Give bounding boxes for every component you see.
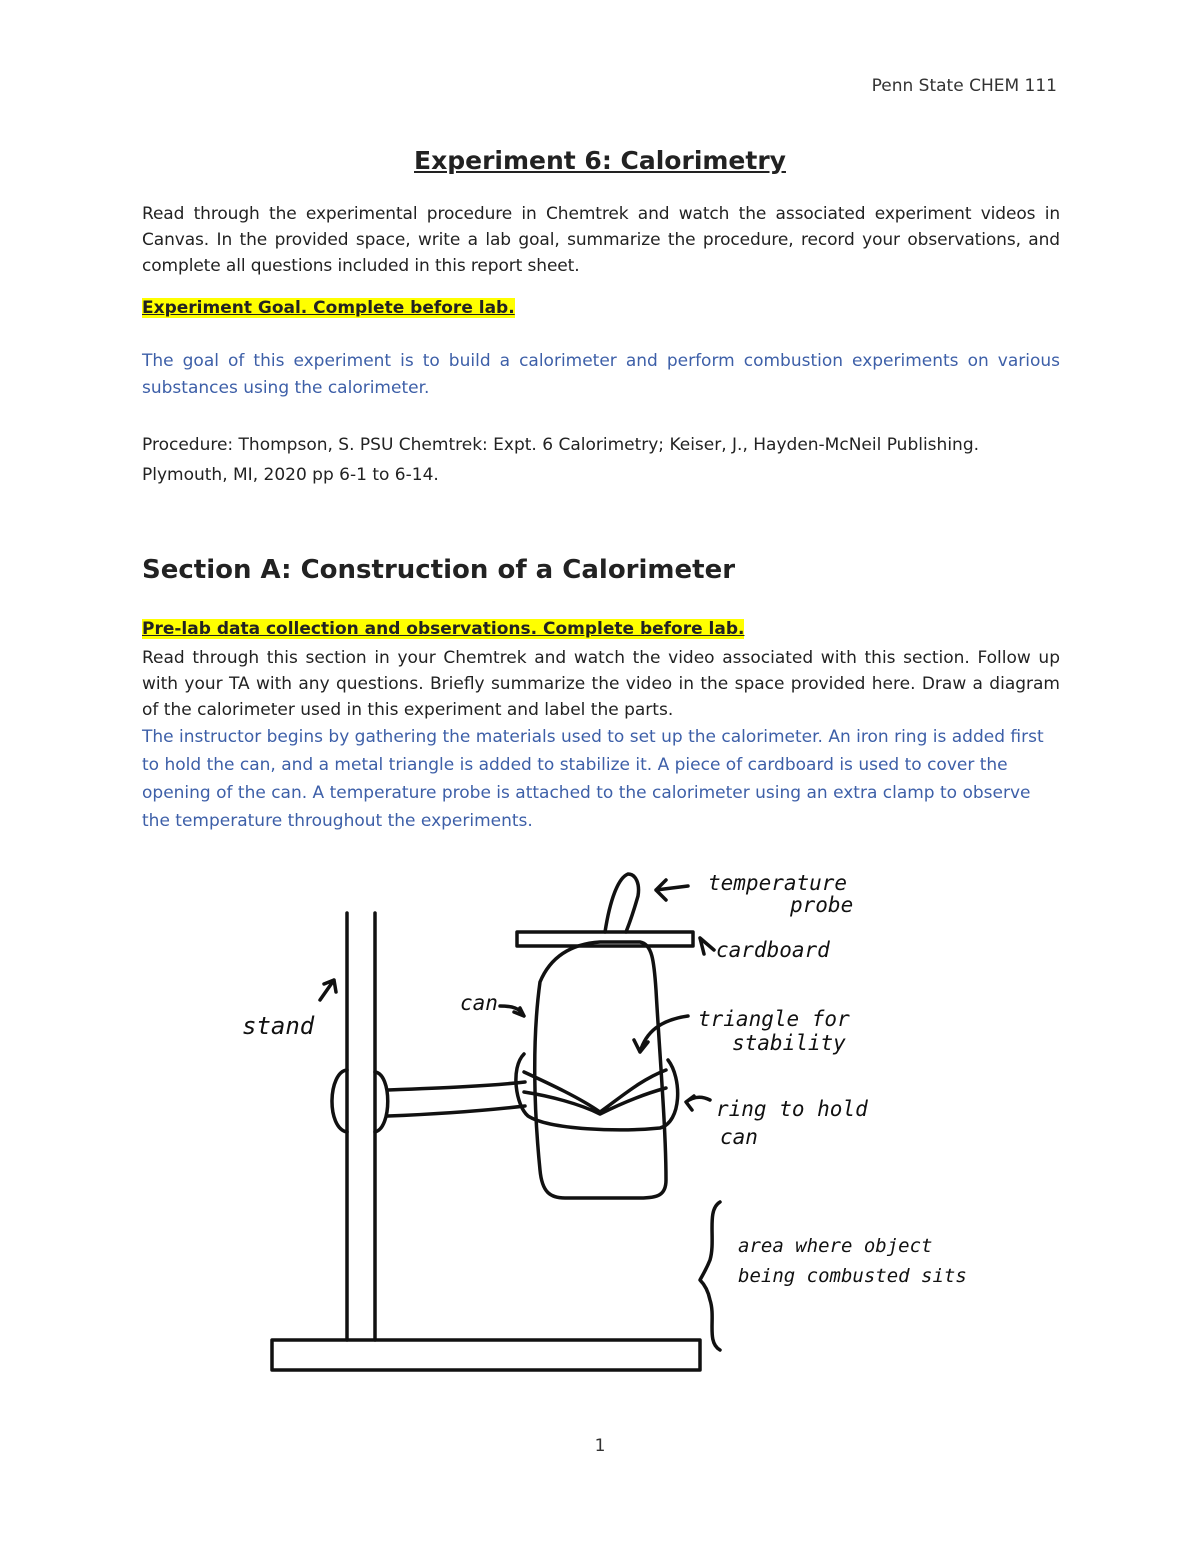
- procedure-line-2: Plymouth, MI, 2020 pp 6-1 to 6-14.: [142, 465, 439, 485]
- goal-label: [142, 298, 515, 318]
- area-brace: [700, 1202, 720, 1350]
- page-title: Experiment 6: Calorimetry: [414, 146, 786, 175]
- clamp-knob: [332, 1070, 388, 1132]
- label-stand: stand: [242, 1012, 315, 1040]
- section-a-title: Section A: Construction of a Calorimeter: [142, 555, 736, 585]
- label-ring-1: ring to hold: [716, 1097, 868, 1121]
- arrow-ring: [686, 1096, 710, 1110]
- label-area-2: being combusted sits: [738, 1265, 967, 1287]
- label-area-1: area where object: [738, 1235, 933, 1257]
- cardboard-cover: [517, 932, 693, 946]
- label-can: can: [460, 991, 498, 1015]
- label-probe: probe: [790, 893, 854, 917]
- page-header: Penn State CHEM 111: [871, 76, 1057, 96]
- prelab-label: [142, 619, 744, 639]
- prelab-instructions: Read through this section in your Chemtrek and watch the video associated with this section. Follow up with your TA with any questions. Briefly summarize the video in the space provided here. Draw a diagram of the calorimeter used in this experiment and label the parts.: [142, 648, 1060, 720]
- arrow-stand: [320, 980, 336, 1000]
- label-temperature: temperature: [708, 871, 848, 895]
- goal-text: The goal of this experiment is to build a calorimeter and perform combustion experiments on various substances using the calorimeter.: [142, 351, 1060, 398]
- procedure-line-1: Procedure: Thompson, S. PSU Chemtrek: Expt. 6 Calorimetry; Keiser, J., Hayden-McNeil Publishing.: [142, 435, 980, 455]
- goal-label-text: Experiment Goal. Complete before lab.: [142, 298, 515, 318]
- page-number: 1: [594, 1436, 606, 1456]
- calorimeter-diagram: [220, 860, 1000, 1400]
- prelab-label-text: Pre-lab data collection and observations. Complete before lab.: [142, 619, 745, 639]
- arrow-probe: [656, 880, 688, 900]
- triangle-wire: [524, 1070, 666, 1114]
- label-triangle-2: stability: [732, 1031, 846, 1055]
- prelab-summary: The instructor begins by gathering the materials used to set up the calorimeter. An iron ring is added first to hold the can, and a metal triangle is added to stabilize it. A piece of cardboard is used to cover the opening of the can. A temperature probe is attached to the calorimeter using an extra clamp to observe the temperature throughout the experiments.: [142, 727, 1044, 831]
- label-triangle-1: triangle for: [698, 1007, 850, 1031]
- can-outline: [535, 942, 666, 1198]
- label-ring-2: can: [720, 1125, 758, 1149]
- procedure-citation: [142, 430, 1060, 490]
- temperature-probe: [605, 874, 639, 932]
- arrow-cardboard: [700, 938, 714, 954]
- label-cardboard: cardboard: [716, 938, 830, 962]
- intro-paragraph: Read through the experimental procedure in Chemtrek and watch the associated experiment videos in Canvas. In the provided space, write a lab goal, summarize the procedure, record your observations, and complete all questions included in this report sheet.: [142, 204, 1060, 276]
- arrow-can: [500, 1006, 524, 1016]
- ring-arm: [388, 1082, 525, 1116]
- stand-base: [272, 1340, 700, 1370]
